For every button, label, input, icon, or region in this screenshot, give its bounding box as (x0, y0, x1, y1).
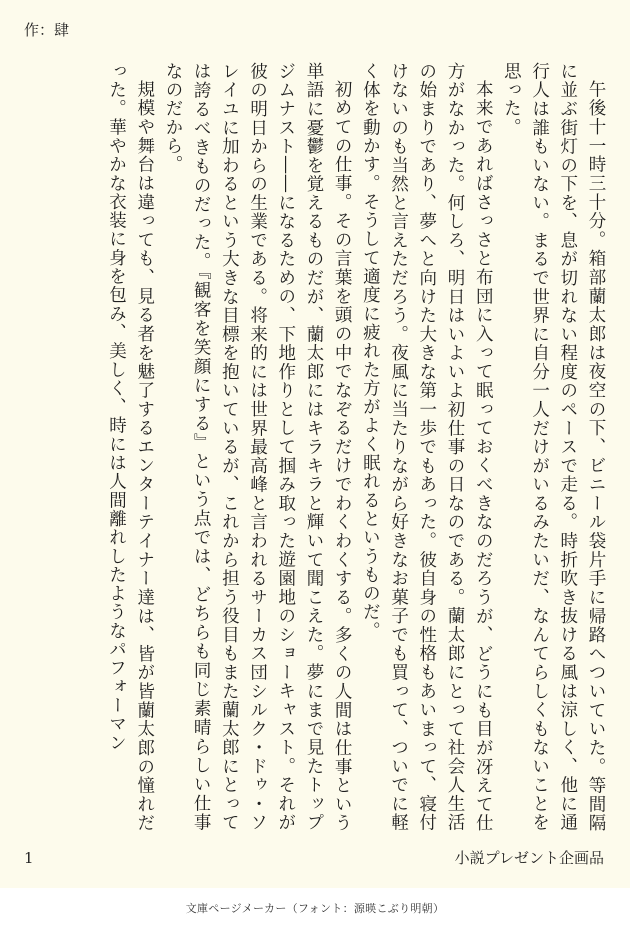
paragraph: 本来であればさっさと布団に入って眠っておくべきなのだろうが、どうにも目が冴えて仕方がなかった。何しろ、明日はいよいよ初仕事の日なのである。蘭太郎にとって社会人生活の始まりであり、夢へと向けた大きな第一歩でもあった。彼自身の性格もあいまって、寝付けないのも当然と言えただろう。夜風に当たりながら好きなお菓子でも買って、ついでに軽く体を動かす。そうして適度に疲れた方がよく眠れるというものだ。 (360, 62, 494, 832)
app-credit: 文庫ページメーカー（フォント：源暎こぶり明朝） (185, 902, 445, 915)
paragraph: 午後十一時三十分。箱部蘭太郎は夜空の下、ビニール袋片手に帰路へついていた。等間隔に並ぶ街灯の下を、息が切れない程度のペースで走る。時折吹き抜ける風は涼しく、他に通行人は誰もいない。まるで世界に自分一人だけがいるみたいだ、なんてらしくもないことを思った。 (501, 62, 606, 832)
novel-body-text (54, 62, 610, 832)
book-title: 小説プレゼント企画品 (454, 849, 604, 867)
app-footer (0, 888, 630, 928)
paragraph: 初めての仕事。その言葉を頭の中でなぞるだけでわくわくする。多くの人間は仕事という単語に憂鬱を覚えるものだが、蘭太郎にはキラキラと輝いて聞こえた。夢にまで見たトップジムナスト――になるための、下地作りとして掴み取った遊園地のショーキャスト。それが彼の明日からの生業である。将来的には世界最高峰と言われるサーカス団シルク・ドゥ・ソレイユに加わるという大きな目標を抱いているが、これから担う役目もまた蘭太郎にとっては誇るべきものだった。『観客を笑顔にする』という点では、どちらも同じ素晴らしい仕事なのだから。 (162, 62, 353, 832)
paragraph: 規模や舞台は違っても、見る者を魅了するエンターテイナー達は、皆が皆蘭太郎の憧れだった。華やかな衣装に身を包み、美しく、時には人間離れしたようなパフォーマン (106, 62, 155, 832)
author-label: 作：肆 (24, 21, 70, 39)
page-number: 1 (24, 849, 34, 867)
